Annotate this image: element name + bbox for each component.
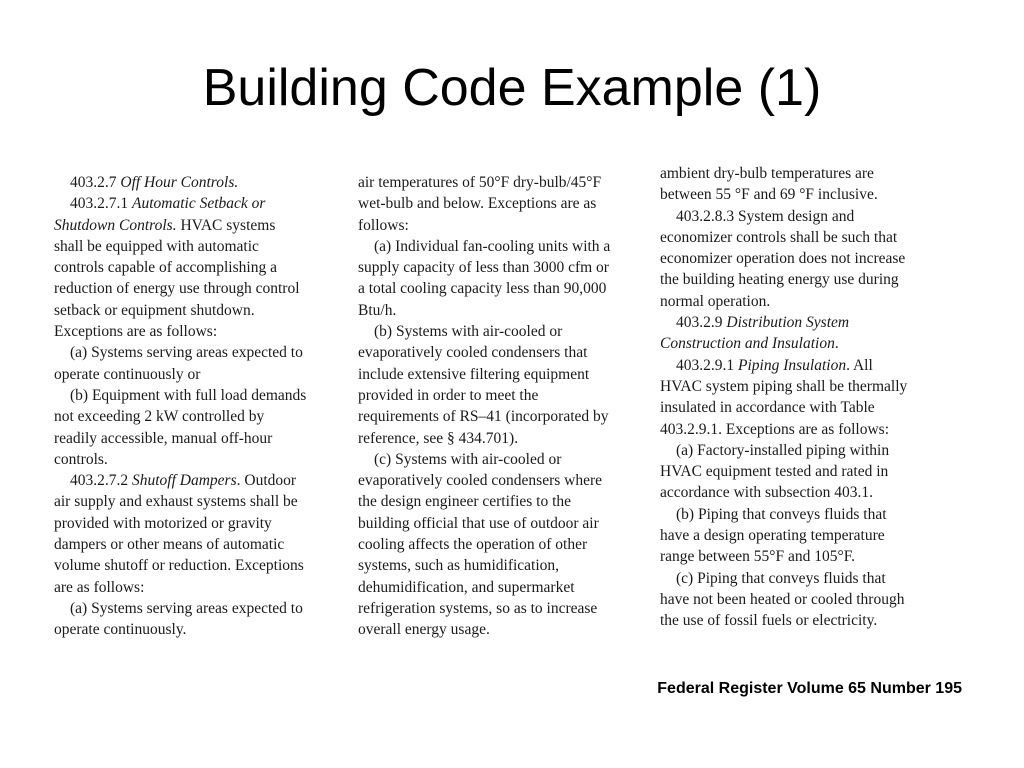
code-text-run: 403.2.7.2	[70, 472, 132, 490]
code-text-line	[358, 619, 648, 640]
code-text-line	[358, 385, 648, 406]
code-text-run: include extensive filtering equipment	[358, 365, 590, 383]
code-text-line	[660, 419, 950, 440]
code-text-run: have a design operating temperature	[660, 527, 885, 545]
code-heading-italic: Construction and Insulation	[660, 335, 835, 353]
code-text-run: controls.	[54, 450, 108, 468]
code-text-line	[54, 428, 346, 449]
code-text-line	[54, 257, 346, 278]
code-text-line	[358, 449, 648, 470]
code-text-line	[358, 278, 648, 299]
code-text-line	[660, 184, 950, 205]
code-text-line	[358, 491, 648, 512]
code-text-run: (b) Piping that conveys fluids that	[676, 505, 887, 523]
code-text-line	[54, 491, 346, 512]
code-text-line	[54, 577, 346, 598]
code-text-run: Exceptions are as follows:	[54, 323, 218, 341]
code-text-run: evaporatively cooled condensers that	[358, 344, 588, 362]
code-text-line	[660, 333, 950, 354]
code-text-line	[358, 236, 648, 257]
code-text-line	[54, 172, 346, 193]
code-text-run: follows:	[358, 216, 409, 234]
code-text-run: (b) Equipment with full load demands	[70, 386, 307, 404]
code-text-run: .	[834, 335, 839, 353]
code-text-run: 403.2.9	[676, 314, 727, 332]
code-text-run: (a) Individual fan-cooling units with a	[374, 237, 611, 255]
code-text-line	[54, 278, 346, 299]
code-text-line	[660, 482, 950, 503]
code-text-line	[358, 193, 648, 214]
code-text-line	[358, 555, 648, 576]
code-text-line	[358, 321, 648, 342]
code-text-run: air temperatures of 50°F dry-bulb/45°F	[358, 174, 602, 191]
code-text-line	[358, 470, 648, 491]
code-heading-italic: Shutdown Controls.	[54, 216, 177, 234]
code-text-line	[358, 406, 648, 427]
code-text-run: setback or equipment shutdown.	[54, 301, 255, 319]
code-text-run: the building heating energy use during	[660, 271, 899, 289]
code-text-run: not exceeding 2 kW controlled by	[54, 408, 265, 426]
code-text-run: normal operation.	[660, 292, 771, 310]
slide-title: Building Code Example (1)	[202, 59, 822, 117]
source-citation: Federal Register Volume 65 Number 195	[657, 680, 962, 697]
code-text-run: a total cooling capacity less than 90,000	[358, 280, 607, 298]
code-text-line	[358, 257, 648, 278]
code-text-run: (a) Systems serving areas expected to	[70, 344, 303, 362]
code-text-line	[660, 376, 950, 397]
code-text-line	[660, 525, 950, 546]
code-text-run: accordance with subsection 403.1.	[660, 484, 874, 502]
code-text-run: shall be equipped with automatic	[54, 237, 259, 255]
code-text-run: 403.2.9.1	[676, 356, 738, 374]
code-text-run: wet-bulb and below. Exceptions are as	[358, 195, 597, 213]
code-text-line	[54, 598, 346, 619]
code-text-run: refrigeration systems, so as to increase	[358, 599, 598, 617]
code-text-run: evaporatively cooled condensers where	[358, 472, 603, 490]
code-text-line	[358, 513, 648, 534]
code-text-run: economizer controls shall be such that	[660, 228, 898, 246]
code-text-run: provided with motorized or gravity	[54, 514, 272, 532]
code-text-run: operate continuously.	[54, 621, 187, 639]
code-text-line	[358, 577, 648, 598]
code-text-run: insulated in accordance with Table	[660, 399, 875, 417]
code-text-run: overall energy usage.	[358, 621, 490, 639]
code-text-run: reference, see § 434.701).	[358, 429, 519, 447]
code-text-run: have not been heated or cooled through	[660, 590, 905, 608]
code-text-run: economizer operation does not increase	[660, 250, 906, 268]
code-text-line	[54, 364, 346, 385]
code-text-run: cooling affects the operation of other	[358, 536, 588, 554]
code-text-run: (a) Systems serving areas expected to	[70, 599, 303, 617]
code-text-run: (a) Factory-installed piping within	[676, 441, 890, 459]
code-text-line	[358, 300, 648, 321]
code-text-line	[358, 534, 648, 555]
code-text-line	[660, 355, 950, 376]
code-heading-italic: Off Hour Controls.	[120, 174, 239, 191]
code-text-line	[54, 385, 346, 406]
code-text-run: air supply and exhaust systems shall be	[54, 493, 298, 511]
code-heading-italic: Distribution System	[726, 314, 850, 332]
code-text-line	[660, 440, 950, 461]
code-text-line	[54, 300, 346, 321]
code-text-run: . All	[846, 356, 873, 374]
code-text-run: volume shutoff or reduction. Exceptions	[54, 557, 304, 575]
code-text-run: readily accessible, manual off-hour	[54, 429, 273, 447]
code-text-run: between 55 °F and 69 °F inclusive.	[660, 186, 878, 204]
code-text-line	[54, 342, 346, 363]
code-text-line	[660, 504, 950, 525]
code-text-line	[660, 461, 950, 482]
code-text-line	[660, 248, 950, 269]
code-text-run: systems, such as humidification,	[358, 557, 560, 575]
code-heading-italic: Shutoff Dampers	[132, 472, 237, 490]
code-text-run: (b) Systems with air-cooled or	[374, 323, 563, 341]
code-text-line	[358, 172, 648, 193]
code-text-run: 403.2.9.1. Exceptions are as follows:	[660, 420, 890, 438]
code-text-run: the design engineer certifies to the	[358, 493, 572, 511]
code-text-run: HVAC system piping shall be thermally	[660, 377, 908, 395]
code-text-line	[660, 397, 950, 418]
code-column-1	[54, 172, 346, 641]
code-text-line	[54, 619, 346, 640]
code-text-run: dehumidification, and supermarket	[358, 578, 575, 596]
code-text-line	[358, 428, 648, 449]
code-text-line	[54, 513, 346, 534]
code-text-run: controls capable of accomplishing a	[54, 259, 277, 277]
code-text-run: (c) Piping that conveys fluids that	[676, 569, 886, 587]
code-heading-italic: Automatic Setback or	[132, 195, 266, 213]
code-text-line	[54, 193, 346, 214]
code-text-run: Btu/h.	[358, 301, 397, 319]
code-text-line	[660, 227, 950, 248]
code-text-run: 403.2.8.3 System design and	[676, 207, 855, 225]
code-text-line	[358, 215, 648, 236]
code-text-line	[660, 206, 950, 227]
code-text-run: are as follows:	[54, 578, 145, 596]
code-text-run: 403.2.7	[70, 174, 121, 191]
code-text-line	[660, 312, 950, 333]
code-text-line	[54, 534, 346, 555]
code-text-line	[358, 342, 648, 363]
code-text-run: 403.2.7.1	[70, 195, 132, 213]
code-text-line	[54, 215, 346, 236]
code-text-line	[660, 546, 950, 567]
code-text-line	[358, 364, 648, 385]
code-text-line	[660, 163, 950, 184]
code-text-line	[54, 470, 346, 491]
code-text-line	[660, 610, 950, 631]
code-text-line	[54, 321, 346, 342]
code-text-run: operate continuously or	[54, 365, 201, 383]
code-text-line	[54, 555, 346, 576]
code-text-line	[358, 598, 648, 619]
code-text-line	[660, 589, 950, 610]
code-text-run: HVAC systems	[176, 216, 276, 234]
code-text-run: dampers or other means of automatic	[54, 536, 285, 554]
code-text-line	[54, 236, 346, 257]
code-heading-italic: Piping Insulation	[738, 356, 847, 374]
code-column-3	[660, 165, 950, 632]
code-text-run: the use of fossil fuels or electricity.	[660, 612, 878, 630]
code-text-run: ambient dry-bulb temperatures are	[660, 165, 874, 182]
code-text-line	[54, 406, 346, 427]
code-text-run: provided in order to meet the	[358, 386, 539, 404]
code-text-run: requirements of RS–41 (incorporated by	[358, 408, 609, 426]
code-text-line	[660, 568, 950, 589]
code-column-2	[358, 172, 648, 641]
code-text-run: . Outdoor	[236, 472, 297, 490]
code-text-line	[660, 269, 950, 290]
code-text-run: reduction of energy use through control	[54, 280, 300, 298]
code-text-run: range between 55°F and 105°F.	[660, 548, 855, 566]
code-text-run: (c) Systems with air-cooled or	[374, 450, 562, 468]
code-text-line	[660, 291, 950, 312]
code-text-run: HVAC equipment tested and rated in	[660, 463, 889, 481]
code-text-run: building official that use of outdoor air	[358, 514, 599, 532]
code-text-run: supply capacity of less than 3000 cfm or	[358, 259, 609, 277]
code-text-line	[54, 449, 346, 470]
